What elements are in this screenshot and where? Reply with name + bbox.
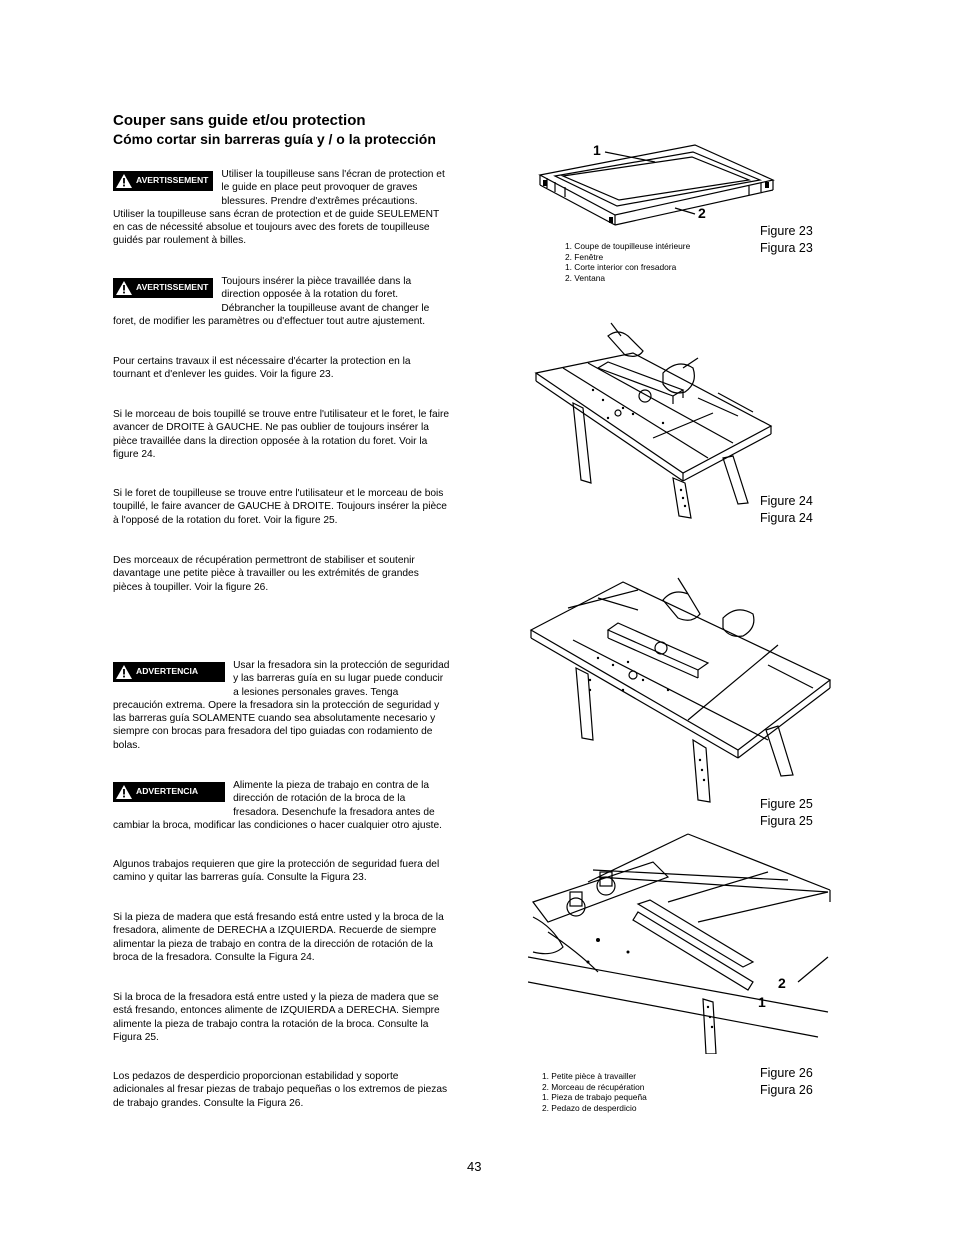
legend-item: 1. Pieza de trabajo pequeña xyxy=(542,1092,647,1103)
warning-badge-label: AVERTISSEMENT xyxy=(136,282,209,293)
figure-23-caption xyxy=(760,223,813,257)
heading-french: Couper sans guide et/ou protection xyxy=(113,112,366,129)
legend-item: 2. Fenêtre xyxy=(565,251,604,262)
legend-item: 2. Morceau de récupération xyxy=(542,1081,645,1092)
warning-block xyxy=(113,659,450,752)
paragraph: Si la pieza de madera que está fresando está entre usted y la broca de la fresadora, alimente de DERECHA a IZQUIERDA. Recuerde de siempre alimentar la pieza de trabajo en contra de la dirección de rotación de la broca de la fresadora. Consulte la Figura 24. xyxy=(113,912,444,963)
paragraph: Los pedazos de desperdicio proporcionan estabilidad y soporte adicionales al fresar piezas de trabajo pequeñas o los extremos de piezas de trabajo grandes. Consulte la Figura 26. xyxy=(113,1071,448,1109)
paragraph: Si la broca de la fresadora está entre usted y la pieza de madera que se está fresando, entonces alimente de IZQUIERDA a DERECHA. Siempre alimente la pieza de trabajo contra la rotación de la broca. Consulte la Figura 25. xyxy=(113,992,440,1043)
warning-block xyxy=(113,168,450,248)
warning-badge xyxy=(113,662,225,682)
paragraph: Algunos trabajos requieren que gire la protección de seguridad fuera del camino y quitar las barreras guía. Consulte la Figura 23. xyxy=(113,859,440,884)
warning-triangle-icon xyxy=(116,174,132,188)
callout-label: 1 xyxy=(758,994,766,1010)
warning-text: Toujours insérer la pièce travaillée dans la direction opposée à la rotation du foret. Débrancher la toupilleuse avant de changer le foret, de modifier les paramètres ou d'effectuer tout autre ajustement. xyxy=(113,276,430,327)
callout-label: 2 xyxy=(698,205,706,221)
warning-badge xyxy=(113,171,213,191)
paragraph: Si le morceau de bois toupillé se trouve entre l'utilisateur et le foret, le faire avancer de DROITE à GAUCHE. Ne pas oublier de toujours insérer la pièce travaillée dans la direction opposée à la rotation du foret. Voir la figure 24. xyxy=(113,409,450,460)
warning-triangle-icon xyxy=(116,281,132,295)
warning-badge xyxy=(113,782,225,802)
paragraph: Si le foret de toupilleuse se trouve entre l'utilisateur et le morceau de bois toupillé, le faire avancer de GAUCHE à DROITE. Toujours insérer la pièce à l'opposé de la rotation du foret. Voir la figure 25. xyxy=(113,488,447,526)
figure-caption-fr: Figure 24 xyxy=(760,494,813,508)
figure-24-caption xyxy=(760,493,813,527)
figure-caption-fr: Figure 26 xyxy=(760,1066,813,1080)
warning-badge-label: ADVERTENCIA xyxy=(136,666,199,677)
legend-item: 1. Coupe de toupilleuse intérieure xyxy=(565,241,691,251)
figure-caption-fr: Figure 25 xyxy=(760,797,813,811)
legend-item: 1. Petite pièce à travailler xyxy=(542,1071,637,1081)
warning-badge-label: AVERTISSEMENT xyxy=(136,175,209,186)
warning-block xyxy=(113,275,450,328)
warning-triangle-icon xyxy=(116,785,132,799)
figure-25-illustration xyxy=(528,570,833,805)
figure-25-caption xyxy=(760,796,813,830)
legend-item: 1. Corte interior con fresadora xyxy=(565,262,677,273)
figure-23-legend xyxy=(565,241,690,283)
figure-caption-es: Figura 26 xyxy=(760,1083,813,1097)
figure-caption-es: Figura 24 xyxy=(760,511,813,525)
warning-triangle-icon xyxy=(116,665,132,679)
paragraph: Des morceaux de récupération permettront de stabiliser et soutenir davantage une petite pièce à travailler ou les extrémités de grandes pièces à toupiller. Voir la figure 26. xyxy=(113,555,419,593)
legend-item: 2. Ventana xyxy=(565,272,606,283)
figure-caption-fr: Figure 23 xyxy=(760,224,813,238)
warning-text: Alimente la pieza de trabajo en contra de la dirección de rotación de la broca de la fresadora. Desenchufe la fresadora antes de cambiar la broca, modificar las condiciones o hacer cualquier otro ajuste. xyxy=(113,780,442,831)
heading-spanish: Cómo cortar sin barreras guía y / o la protección xyxy=(113,131,436,147)
figure-26-caption xyxy=(760,1065,813,1099)
figure-23-illustration xyxy=(535,140,780,235)
figure-26-legend xyxy=(542,1071,647,1113)
figure-26-illustration xyxy=(528,832,833,1054)
paragraph: Pour certains travaux il est nécessaire d'écarter la protection en la tournant et d'enlever les guides. Voir la figure 23. xyxy=(113,356,411,381)
warning-badge xyxy=(113,278,213,298)
callout-label: 2 xyxy=(778,975,786,991)
warning-text: Utiliser la toupilleuse sans l'écran de protection et le guide en place peut provoquer de graves blessures. Prendre d'extrêmes précautions. Utiliser la toupilleuse sans écran de protection et de guide SEULEMENT en cas de nécessité absolue et toujours avec des forets de toupilleuse guidés par roulement à billes. xyxy=(113,169,445,247)
figure-24-illustration xyxy=(533,318,778,523)
callout-label: 1 xyxy=(593,142,601,158)
warning-block xyxy=(113,779,450,832)
warning-text: Usar la fresadora sin la protección de seguridad y las barreras guía en su lugar puede conducir a lesiones personales graves. Tenga precaución extrema. Opere la fresadora sin la protección de seguridad y las barreras guía SOLAMENTE cuando sea absolutamente necesario y siempre con brocas para fresadora del tipo guiadas con rodamiento de bolas. xyxy=(113,660,450,751)
legend-item: 2. Pedazo de desperdicio xyxy=(542,1102,637,1113)
figure-caption-es: Figura 23 xyxy=(760,241,813,255)
figure-caption-es: Figura 25 xyxy=(760,814,813,828)
warning-badge-label: ADVERTENCIA xyxy=(136,786,199,797)
page-number: 43 xyxy=(467,1159,482,1174)
